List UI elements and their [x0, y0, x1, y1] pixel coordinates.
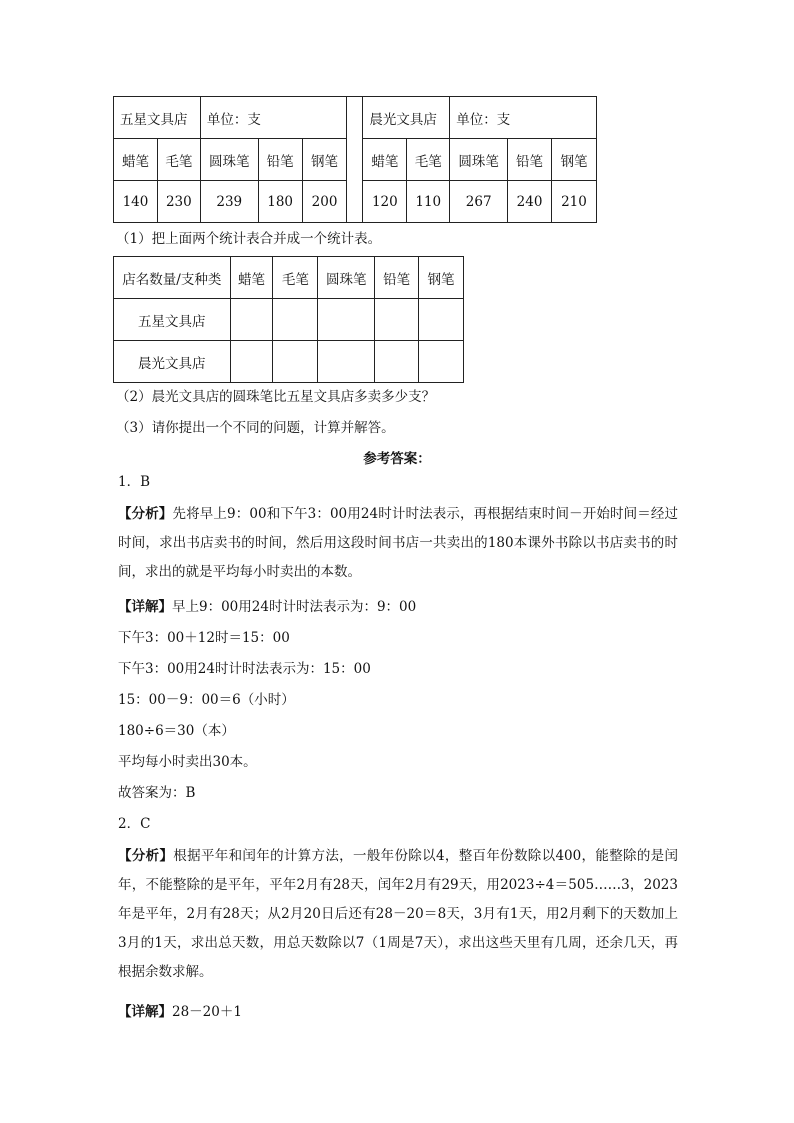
column-header: 蜡笔 — [114, 139, 158, 181]
table-cell: 200 — [302, 181, 347, 223]
question-2: （2）晨光文具店的圆珠笔比五星文具店多卖多少支？ — [116, 389, 436, 405]
analysis-label: 【分析】 — [118, 848, 174, 864]
detail-label: 【详解】 — [118, 599, 172, 615]
detail-text: 28－20＋1 — [172, 1004, 242, 1020]
detail-line: 下午3：00用24时计时法表示为：15：00 — [118, 661, 371, 677]
column-header: 蜡笔 — [363, 139, 407, 181]
store-name-wuxing: 五星文具店 — [114, 97, 201, 139]
blank-cell[interactable] — [273, 341, 318, 383]
detail-text: 早上9：00用24时计时法表示为：9：00 — [172, 599, 417, 615]
question-1: （1）把上面两个统计表合并成一个统计表。 — [116, 231, 382, 247]
blank-cell[interactable] — [375, 299, 419, 341]
blank-cell[interactable] — [419, 299, 464, 341]
answer-1-detail — [118, 597, 416, 617]
answer-2-number: 2．C — [118, 816, 151, 832]
column-header: 钢笔 — [551, 139, 596, 181]
blank-cell[interactable] — [318, 341, 375, 383]
table-row — [114, 341, 464, 383]
table-cell: 110 — [407, 181, 450, 223]
table-row — [114, 299, 464, 341]
table-cell: 210 — [551, 181, 596, 223]
column-header: 圆珠笔 — [450, 139, 508, 181]
analysis-text: 先将早上9：00和下午3：00用24时计时法表示，再根据结束时间－开始时间＝经过时间，求出书店卖书的时间，然后用这段时间书店一共卖出的180本课外书除以书店卖书的时间，求出的就是平均每小时卖出的本数。 — [118, 506, 678, 580]
row-header: 五星文具店 — [114, 299, 231, 341]
column-header: 圆珠笔 — [200, 139, 258, 181]
blank-cell[interactable] — [230, 299, 273, 341]
answer-1-number: 1．B — [118, 474, 151, 490]
corner-header: 店名数量/支种类 — [114, 257, 231, 299]
row-header: 晨光文具店 — [114, 341, 231, 383]
table-cell: 240 — [508, 181, 552, 223]
store-name-chenguang: 晨光文具店 — [363, 97, 450, 139]
table-cell: 230 — [157, 181, 200, 223]
table-cell: 140 — [114, 181, 158, 223]
unit-label-right: 单位：支 — [450, 97, 597, 139]
detail-line: 15：00－9：00＝6（小时） — [118, 692, 295, 708]
analysis-text: 根据平年和闰年的计算方法，一般年份除以4，整百年份数除以400，能整除的是闰年，不能整除的是平年，平年2月有28天，闰年2月有29天，用2023÷4＝505……3，2023年是平年，2月有28天；从2月20日后还有28－20＝8天，3月有1天，用2月剩下的天数加上3月的1天，求出总天数，用总天数除以7（1周是7天），求出这些天里有几周，还余几天，再根据余数求解。 — [118, 848, 678, 980]
blank-cell[interactable] — [273, 299, 318, 341]
column-header: 圆珠笔 — [318, 257, 375, 299]
detail-line: 180÷6＝30（本） — [118, 723, 235, 739]
detail-line: 故答案为：B — [118, 785, 196, 801]
blank-cell[interactable] — [419, 341, 464, 383]
table-row — [114, 97, 597, 139]
answer-2-analysis — [118, 842, 678, 987]
column-header: 毛笔 — [273, 257, 318, 299]
detail-label: 【详解】 — [118, 1004, 172, 1020]
question-3: （3）请你提出一个不同的问题，计算并解答。 — [116, 420, 395, 436]
detail-line: 平均每小时卖出30本。 — [118, 754, 257, 770]
column-header: 铅笔 — [508, 139, 552, 181]
answer-title: 参考答案： — [363, 451, 431, 467]
column-header: 铅笔 — [375, 257, 419, 299]
column-header: 毛笔 — [407, 139, 450, 181]
blank-cell[interactable] — [375, 341, 419, 383]
unit-label-left: 单位：支 — [200, 97, 347, 139]
merge-table — [113, 256, 464, 383]
table-cell: 180 — [258, 181, 302, 223]
column-header: 钢笔 — [419, 257, 464, 299]
table-cell: 267 — [450, 181, 508, 223]
answer-1-analysis — [118, 500, 678, 587]
column-header: 铅笔 — [258, 139, 302, 181]
table-separator — [347, 97, 363, 223]
answer-2-detail — [118, 1002, 242, 1022]
analysis-label: 【分析】 — [118, 506, 173, 522]
table-cell: 120 — [363, 181, 407, 223]
source-tables — [113, 96, 597, 223]
table-row — [114, 257, 464, 299]
column-header: 钢笔 — [302, 139, 347, 181]
column-header: 毛笔 — [157, 139, 200, 181]
detail-line: 下午3：00＋12时＝15：00 — [118, 630, 290, 646]
table-cell: 239 — [200, 181, 258, 223]
blank-cell[interactable] — [318, 299, 375, 341]
column-header: 蜡笔 — [230, 257, 273, 299]
blank-cell[interactable] — [230, 341, 273, 383]
